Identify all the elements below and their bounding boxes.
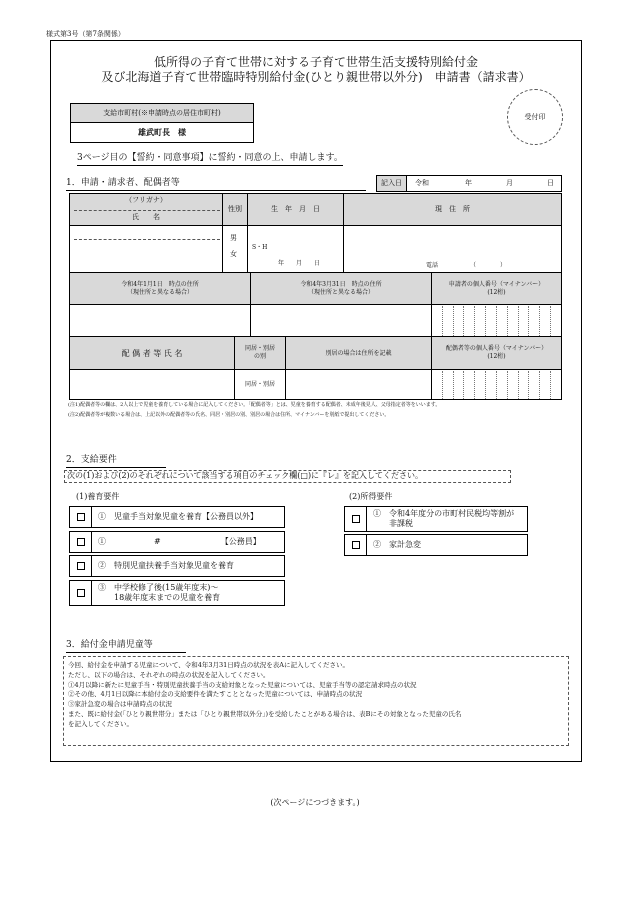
section3-heading: 3．給付金申請児童等 <box>66 640 186 653</box>
spouse-table <box>69 336 562 400</box>
form-frame <box>50 40 582 762</box>
receipt-stamp-label: 受付印 <box>524 112 546 121</box>
checkbox[interactable] <box>77 513 85 521</box>
requirement-label: ① 児童手当対象児童を養育【公務員以外】 <box>98 511 258 521</box>
spouse-mynumber-label: 配偶者等の個人番号（マイナンバー） (12桁) <box>445 345 548 360</box>
furigana-divider <box>74 210 220 211</box>
section3-line-5: ③家計急変の場合は申請時点の状況 <box>68 700 172 708</box>
requirement-2-1[interactable] <box>344 506 528 532</box>
entry-date-box <box>376 175 562 192</box>
checkbox[interactable] <box>352 541 360 549</box>
birth-label: 生 年 月 日 <box>271 205 320 213</box>
birth-ymd: 年 月 日 <box>278 260 321 267</box>
requirement-label: ① 令和4年度分の市町村民税均等割が 非課税 <box>373 508 515 528</box>
entry-date-month: 月 <box>506 179 513 188</box>
requirement-label: ③ 中学校修了後(15歳年度末)～ 18歳年度末までの児童を養育 <box>98 582 221 602</box>
title-line-1: 低所得の子育て世帯に対する子育て世帯生活支援特別給付金 <box>153 55 478 69</box>
address-label: 現 住 所 <box>435 205 470 213</box>
sex-label: 性別 <box>228 205 242 213</box>
entry-date-day: 日 <box>547 179 554 188</box>
requirement-2-2[interactable] <box>344 534 528 556</box>
furigana-label: （フリガナ） <box>125 196 167 204</box>
applicant-table <box>69 193 562 273</box>
municipality-box <box>70 103 254 143</box>
mynumber-label: 申請者の個人番号（マイナンバー） (12桁) <box>448 281 545 296</box>
phone-label: 電話 <box>426 262 439 269</box>
requirement-label: ① # 【公務員】 <box>98 536 261 546</box>
requirement-1-1[interactable] <box>69 506 285 528</box>
municipality-label: 支給市町村(※申請時点の居住市町村) <box>71 104 253 123</box>
address-jan1-label: 令和4年1月1日 時点の住所 （現住所と異なる場合） <box>121 281 199 296</box>
requirement-1-2[interactable] <box>69 555 285 577</box>
address-mar31-label: 令和4年3月31日 時点の住所 （現住所と異なる場合） <box>300 281 382 296</box>
name-furigana-divider <box>74 239 220 240</box>
entry-date-label: 記入日 <box>377 176 407 191</box>
spouse-name-label: 配 偶 者 等 氏 名 <box>121 349 183 358</box>
requirement-label: ② 家計急変 <box>373 539 421 549</box>
entry-date-year: 年 <box>465 179 472 188</box>
checkbox[interactable] <box>77 538 85 546</box>
mynumber-grid[interactable] <box>432 306 561 336</box>
male-option[interactable]: 男 <box>230 234 237 242</box>
section3-line-1: 今回、給付金を申請する児童について、令和4年3月31日時点の状況を表Aに記入してください。 <box>68 661 349 669</box>
footer-continued: (次ページにつづきます。) <box>270 798 360 807</box>
section2-heading: 2．支給要件 <box>66 455 166 468</box>
requirement-1-1b[interactable] <box>69 531 285 553</box>
entry-date-era: 令和 <box>415 179 429 188</box>
address-history-table <box>69 272 562 337</box>
section3-line-6: また、既に給付金(「ひとり親世帯分」または「ひとり親世帯以外分」)を受給したことがある場合は、表Bにその対象となった児童の氏名 <box>68 709 462 718</box>
spouse-mynumber-grid[interactable] <box>432 371 561 399</box>
section3-line-3: ①4月以降に新たに児童手当・特別児童扶養手当の支給対象となった児童については、児童手当等の認定請求時点の状況 <box>68 680 417 689</box>
intro-text: 3ページ目の【誓約・同意事項】に誓約・同意の上、申請します。 <box>77 153 343 166</box>
col2-title: (2)所得要件 <box>349 492 393 501</box>
checkbox[interactable] <box>77 589 85 597</box>
section3-line-7: を記入してください。 <box>68 719 133 728</box>
female-option[interactable]: 女 <box>230 250 237 258</box>
section1-heading: 1．申請・請求者、配偶者等 <box>66 178 366 191</box>
section3-line-2: ただし、以下の場合は、それぞれの時点の状況を記入してください。 <box>68 670 270 679</box>
separate-note: 別居の場合は住所を記載 <box>325 350 392 357</box>
form-number: 様式第3号（第7条関係） <box>46 30 125 38</box>
requirement-1-3[interactable] <box>69 580 285 606</box>
phone-paren: （ ） <box>470 262 507 269</box>
note-1: (注1)配偶者等の欄は、2人以上で児童を養育している場合に記入してください。「配偶者等」とは、児童を養育する配偶者、未成年後見人、父母指定者等をいいます。 <box>68 402 441 408</box>
section2-instruction: 次の(1)および(2)のそれぞれについて該当する項目のチェック欄(□)に『レ』を記入してください。 <box>64 470 511 483</box>
checkbox[interactable] <box>352 515 360 523</box>
cohabit-label: 同居・別居 の別 <box>244 345 275 360</box>
section3-notes-box <box>63 656 569 746</box>
checkbox[interactable] <box>77 562 85 570</box>
section3-line-4: ②その他、4月1日以降に本給付金の支給要件を満たすこととなった児童については、申請時点の状況 <box>68 690 363 699</box>
receipt-stamp-circle <box>507 89 563 145</box>
requirement-label: ② 特別児童扶養手当対象児童を養育 <box>98 560 234 570</box>
addressee: 雄武町長 様 <box>138 127 186 138</box>
col1-title: (1)養育要件 <box>76 492 120 501</box>
cohabit-value[interactable]: 同居・別居 <box>244 381 275 388</box>
note-2: (注2)配偶者等が複数いる場合は、上記以外の配偶者等の氏名、同居・別居の別、別居の場合は住所、マイナンバーを別紙で提出してください。 <box>68 412 390 418</box>
title-line-2: 及び北海道子育て世帯臨時特別給付金(ひとり親世帯以外分) 申請書（請求書） <box>101 70 531 84</box>
era-option[interactable]: S・H <box>252 244 268 251</box>
name-label: 氏 名 <box>132 213 160 221</box>
